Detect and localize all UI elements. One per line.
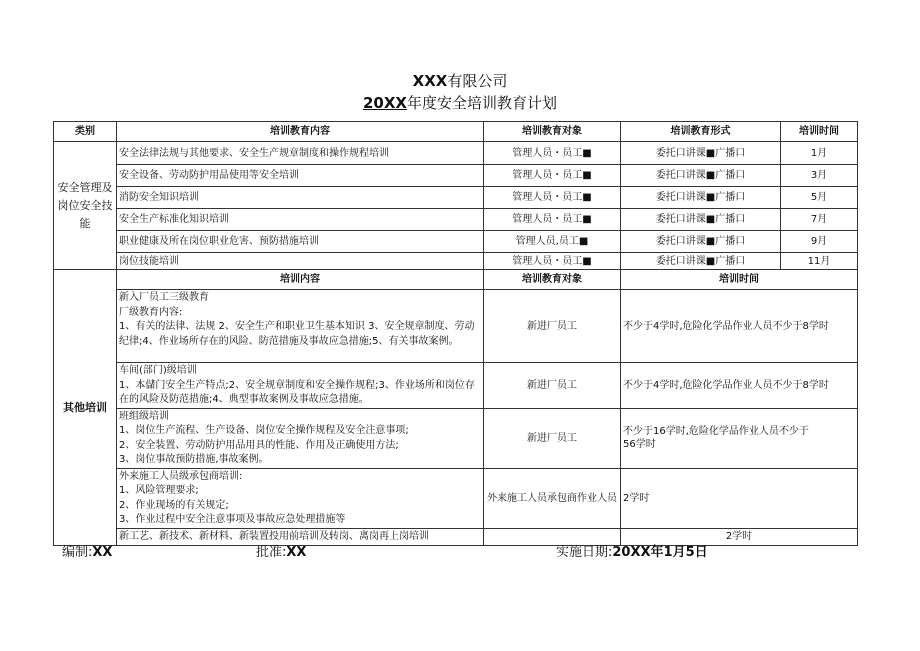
row-time: 不少于4学时,危险化学品作业人员不少于8学时 (621, 363, 858, 409)
table-row (54, 231, 858, 253)
header2-time: 培训时间 (621, 270, 858, 290)
approver-field (256, 541, 306, 560)
row-target: 管理人员・员工■ (484, 209, 621, 231)
row-target: 管理人员・员工■ (484, 142, 621, 165)
table2-header-row (54, 270, 858, 290)
row-time: 9月 (781, 231, 858, 253)
header2-target: 培训教育对象 (484, 270, 621, 290)
row-time: 11月 (781, 253, 858, 270)
company-code: XXX (412, 72, 448, 90)
row-content: 新入厂员工三级教育 厂级教育内容: 1、有关的法律、法规 2、安全生产和职业卫生基本知识 3、安全规章制度、劳动纪律;4、作业场所存在的风险、防范措施及事故应急措施;5、有关事故案例。 (117, 290, 484, 363)
row-time: 5月 (781, 187, 858, 209)
row-content: 安全生产标准化知识培训 (117, 209, 484, 231)
row-form: 委托口讲课■广播口 (621, 253, 781, 270)
editor-field (62, 541, 112, 560)
row-content: 安全设备、劳动防护用品使用等安全培训 (117, 165, 484, 187)
table-row (54, 165, 858, 187)
editor-label: 编制: (62, 545, 93, 560)
table-row (54, 253, 858, 270)
row-target: 管理人员・员工■ (484, 187, 621, 209)
header-content: 培训教育内容 (117, 122, 484, 142)
header-time: 培训时间 (781, 122, 858, 142)
header2-content: 培训内容 (117, 270, 484, 290)
category-other-training: 其他培训 (54, 270, 117, 546)
row-content: 安全法律法规与其他要求、安全生产规章制度和操作规程培训 (117, 142, 484, 165)
table-row (54, 468, 858, 528)
training-plan-table (53, 121, 858, 546)
row-target: 管理人员・员工■ (484, 165, 621, 187)
row-form: 委托口讲课■广播口 (621, 165, 781, 187)
row-target: 新进厂员工 (484, 290, 621, 363)
row-form: 委托口讲课■广播口 (621, 142, 781, 165)
plan-title (0, 92, 920, 113)
company-title (0, 70, 920, 91)
approver-value: XX (286, 545, 307, 560)
header-target: 培训教育对象 (484, 122, 621, 142)
row-content: 新工艺、新技术、新材料、新装置投用前培训及转岗、离岗再上岗培训 (117, 528, 484, 545)
row-content: 岗位技能培训 (117, 253, 484, 270)
editor-value: XX (92, 545, 113, 560)
row-content: 班组级培训 1、岗位生产流程、生产设备、岗位安全操作规程及安全注意事项; 2、安全装置、劳动防护用品用具的性能、作用及正确使用方法; 3、岗位事故预防措施,事故案例。 (117, 408, 484, 468)
row-target: 外来施工人员承包商作业人员 (484, 468, 621, 528)
category-safety-management: 安全管理及岗位安全技能 (54, 142, 117, 270)
row-content: 消防安全知识培训 (117, 187, 484, 209)
row-form: 委托口讲课■广播口 (621, 209, 781, 231)
date-label: 实施日期: (556, 545, 613, 560)
row-time: 1月 (781, 142, 858, 165)
plan-title-text: 年度安全培训教育计划 (407, 94, 558, 112)
row-time: 2学时 (621, 528, 858, 545)
row-content: 职业健康及所在岗位职业危害、预防措施培训 (117, 231, 484, 253)
date-field (556, 541, 708, 560)
table-row (54, 528, 858, 545)
row-time: 不少于16学时,危险化学品作业人员不少于 56学时 (621, 408, 858, 468)
table-row (54, 142, 858, 165)
table-row (54, 408, 858, 468)
table-row (54, 363, 858, 409)
row-content: 外来施工人员级承包商培训: 1、风险管理要求; 2、作业现场的有关规定; 3、作业过程中安全注意事项及事故应急处理措施等 (117, 468, 484, 528)
company-suffix: 有限公司 (447, 72, 508, 90)
row-target: 管理人员・员工■ (484, 253, 621, 270)
table-header-row (54, 122, 858, 142)
table-row (54, 290, 858, 363)
plan-year: 20XX (362, 94, 407, 112)
row-time: 不少于4学时,危险化学品作业人员不少于8学时 (621, 290, 858, 363)
row-target: 新进厂员工 (484, 408, 621, 468)
row-time: 3月 (781, 165, 858, 187)
row-form: 委托口讲课■广播口 (621, 231, 781, 253)
row-time: 7月 (781, 209, 858, 231)
table-row (54, 209, 858, 231)
header-form: 培训教育形式 (621, 122, 781, 142)
row-time: 2学时 (621, 468, 858, 528)
table-row (54, 187, 858, 209)
row-content: 车间(部门)级培训 1、本儲门安全生产特点;2、安全规章制度和安全操作规程;3、作业场所和岗位存在的风险及防范措施;4、典型事故案例及事故应急措施。 (117, 363, 484, 409)
approver-label: 批准: (256, 545, 287, 560)
row-form: 委托口讲课■广播口 (621, 187, 781, 209)
row-target: 新进厂员工 (484, 363, 621, 409)
row-target: 管理人员,员工■ (484, 231, 621, 253)
date-value: 20XX年1月5日 (612, 545, 708, 560)
header-category: 类别 (54, 122, 117, 142)
